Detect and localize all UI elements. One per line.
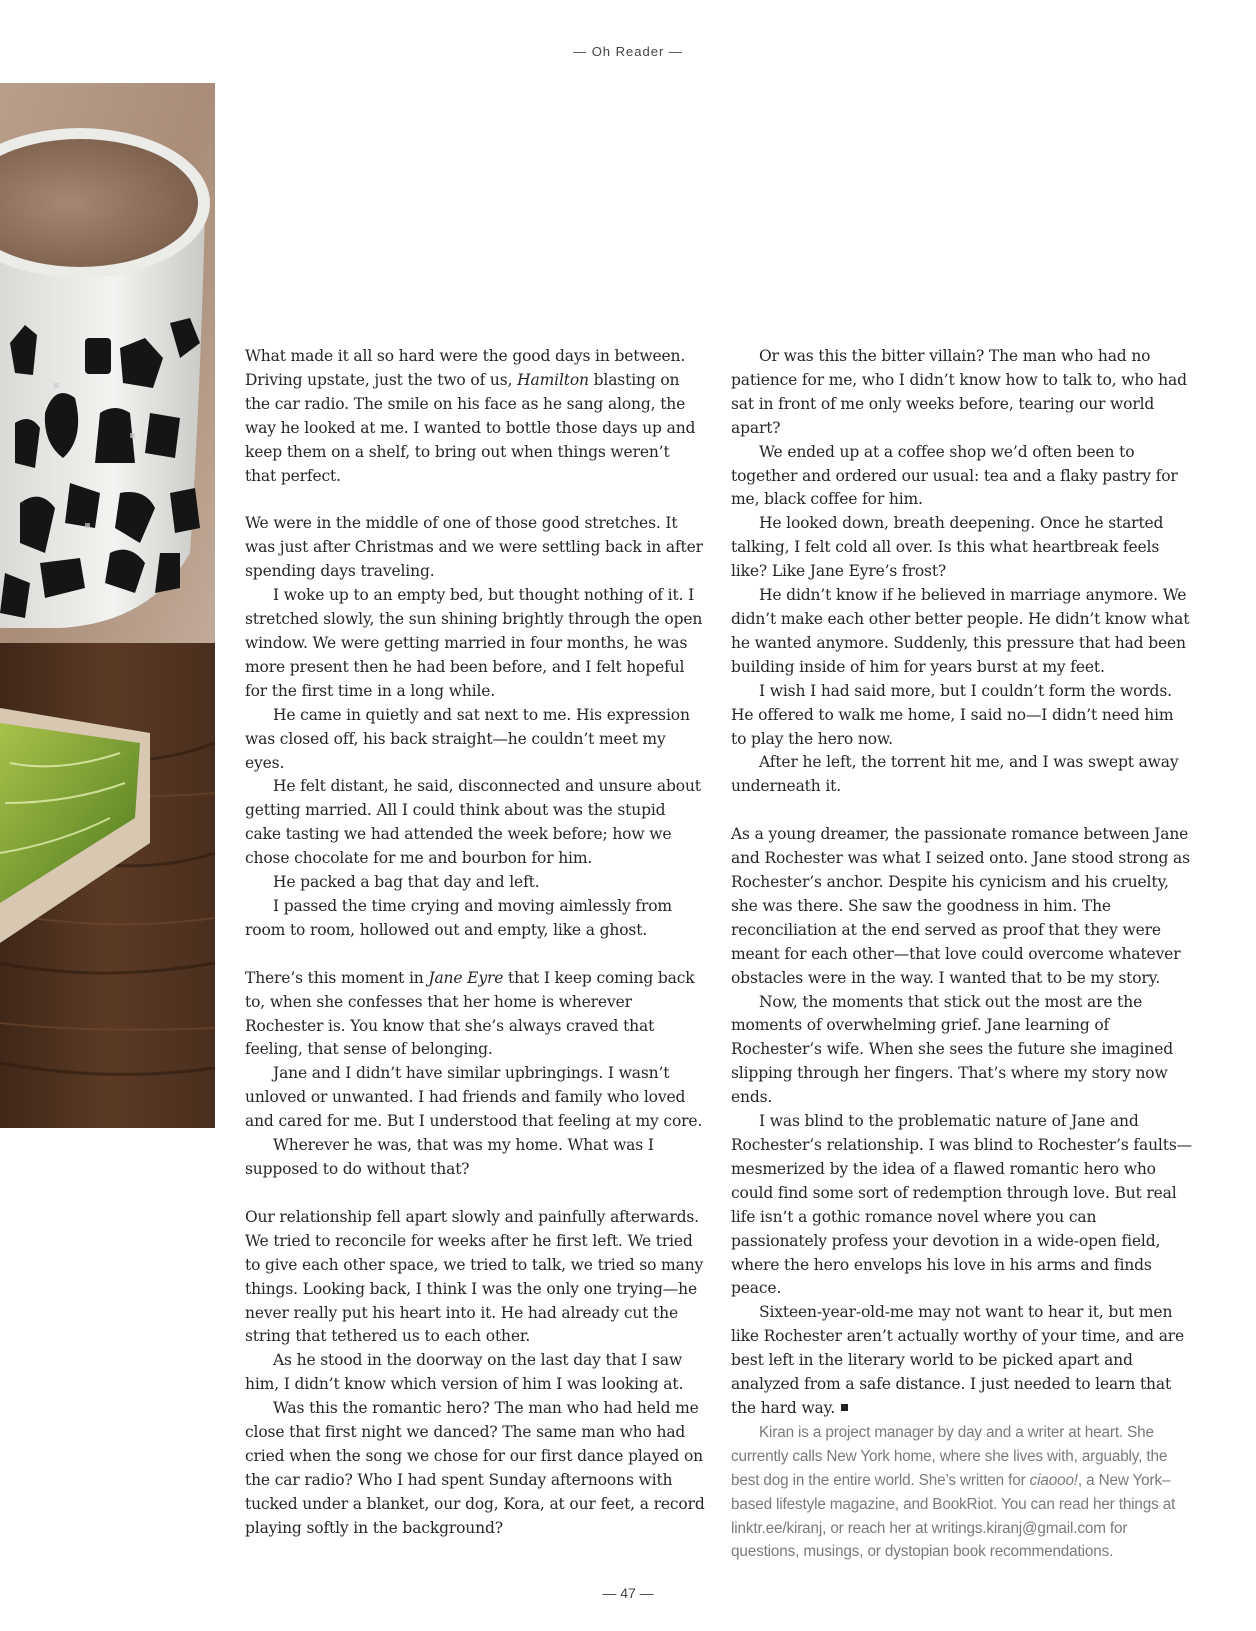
italic-title: ciaooo! [1029, 1471, 1078, 1489]
text-run: I passed the time crying and moving aimlessly from room to room, hollowed out and empty, like a ghost. [245, 896, 672, 939]
text-run: What made it all so hard were the good days in between. Driving upstate, just the two of us, [245, 347, 686, 389]
end-mark-icon [841, 1404, 848, 1411]
article-paragraph [731, 823, 1193, 990]
text-run: Jane and I didn’t have similar upbringings. I wasn’t unloved or unwanted. I had friends and family who loved and cared for me. But I understood that feeling at my core. [245, 1064, 703, 1131]
article-paragraph [731, 345, 1193, 441]
article-paragraph [245, 895, 705, 943]
article-paragraph [245, 871, 705, 895]
article-paragraph [731, 1110, 1193, 1301]
article-paragraph [731, 512, 1193, 584]
text-run: Sixteen-year-old-me may not want to hear it, but men like Rochester aren’t actually worthy of your time, and are best left in the literary world to be picked apart and analyzed from a safe distance. I just needed to learn that the hard way. [731, 1303, 1185, 1417]
article-column-left [245, 345, 705, 1541]
text-run: that I keep coming back to, when she confesses that her home is wherever Rochester is. You know that she’s always craved that feeling, that sense of belonging. [245, 968, 695, 1059]
text-run: I was blind to the problematic nature of Jane and Rochester’s relationship. I was blind to Rochester’s faults—mesmerized by the idea of a flawed romantic hero who could find some sort of redemption through love. But real life isn’t a gothic romance novel where you can passionately profess your devotion in a wide-open field, where the hero envelops his love in his arms and finds peace. [731, 1112, 1192, 1298]
text-run: As he stood in the doorway on the last day that I saw him, I didn’t know which version of him I was looking at. [245, 1351, 684, 1394]
author-bio [731, 1421, 1193, 1564]
article-paragraph [245, 704, 705, 776]
article-paragraph [245, 584, 705, 704]
text-run: blasting on the car radio. The smile on his face as he sang along, the way he looked at me. I wanted to bottle those days up and keep them on a shelf, to bring out when things weren’t that perfect. [245, 370, 696, 485]
text-run: We were in the middle of one of those good stretches. It was just after Christmas and we were settling back in after spending days traveling. [245, 514, 703, 581]
text-run: There’s this moment in [245, 968, 429, 987]
article-paragraph [245, 967, 705, 1063]
text-run: , a New York–based lifestyle magazine, and BookRiot. You can read her things at linktr.ee/kiranj, or reach her at writings.kiranj@gmail.com for questions, musings, or dystopian book recommendations. [731, 1471, 1176, 1561]
article-paragraph [245, 1062, 705, 1134]
article-paragraph [245, 345, 705, 488]
article-paragraph [245, 1206, 705, 1349]
text-run: He looked down, breath deepening. Once he started talking, I felt cold all over. Is this what heartbreak feels like? Like Jane Eyre’s frost? [731, 514, 1164, 581]
text-run: He packed a bag that day and left. [273, 873, 540, 892]
text-run: He came in quietly and sat next to me. His expression was closed off, his back straight—he couldn’t meet my eyes. [245, 705, 690, 772]
text-run: Now, the moments that stick out the most are the moments of overwhelming grief. Jane learning of Rochester’s wife. When she sees the future she imagined slipping through her fingers. That’s where my story now ends. [731, 992, 1174, 1107]
text-run: After he left, the torrent hit me, and I was swept away underneath it. [731, 753, 1179, 796]
article-column-right [731, 345, 1193, 1564]
text-run: As a young dreamer, the passionate romance between Jane and Rochester was what I seized onto. Jane stood strong as Rochester’s anchor. Despite his cynicism and his cruelty, she was there. She saw the goodness in him. The reconciliation at the end served as proof that they were meant for each other—that love could overcome whatever obstacles were in the way. I wanted that to be my story. [731, 825, 1190, 987]
coffee-mug-photo [0, 83, 215, 1128]
article-paragraph [731, 991, 1193, 1111]
page-number: — 47 — [602, 1585, 654, 1601]
text-run: He felt distant, he said, disconnected and unsure about getting married. All I could think about was the stupid cake tasting we had attended the week before; how we chose chocolate for me and bourbon for him. [245, 777, 701, 868]
article-paragraph [245, 1397, 705, 1540]
text-run: Wherever he was, that was my home. What was I supposed to do without that? [245, 1136, 654, 1178]
text-run: I wish I had said more, but I couldn’t form the words. He offered to walk me home, I said no—I didn’t need him to play the hero now. [731, 681, 1174, 748]
italic-title: Hamilton [517, 370, 589, 389]
text-run: Our relationship fell apart slowly and painfully afterwards. We tried to reconcile for weeks after he first left. We tried to give each other space, we tried to talk, we tried so many things. Looking back, I think I was the only one trying—he never really put his heart into it. He had already cut the string that tethered us to each other. [245, 1207, 704, 1346]
text-run: I woke up to an empty bed, but thought nothing of it. I stretched slowly, the sun shining brightly through the open window. We were getting married in four months, he was more present then he had been before, and I felt hopeful for the first time in a long while. [245, 586, 703, 700]
article-paragraph [245, 775, 705, 871]
article-paragraph [731, 584, 1193, 680]
article-paragraph [731, 751, 1193, 799]
article-paragraph [245, 512, 705, 584]
text-run: We ended up at a coffee shop we’d often been to together and ordered our usual: tea and a flaky pastry for me, black coffee for him. [731, 442, 1178, 509]
article-paragraph [731, 441, 1193, 513]
article-paragraph [245, 1349, 705, 1397]
article-paragraph [731, 1301, 1193, 1421]
text-run: Or was this the bitter villain? The man who had no patience for me, who I didn’t know how to talk to, who had sat in front of me only weeks before, tearing our world apart? [731, 347, 1187, 437]
text-run: He didn’t know if he believed in marriage anymore. We didn’t make each other better people. He didn’t know what he wanted anymore. Suddenly, this pressure that had been building inside of him for years burst at my feet. [731, 586, 1190, 676]
article-paragraph [245, 1134, 705, 1182]
text-run: Kiran is a project manager by day and a writer at heart. She currently calls New York home, where she lives with, arguably, the best dog in the entire world. She’s written for [731, 1423, 1168, 1489]
text-run: Was this the romantic hero? The man who had held me close that first night we danced? The same man who had cried when the song we chose for our first dance played on the car radio? Who I had spent Sunday afternoons with tucked under a blanket, our dog, Kora, at our feet, a record playing softly in the background? [245, 1399, 705, 1537]
running-head: — Oh Reader — [573, 44, 683, 59]
italic-title: Jane Eyre [428, 968, 504, 987]
article-paragraph [731, 680, 1193, 752]
